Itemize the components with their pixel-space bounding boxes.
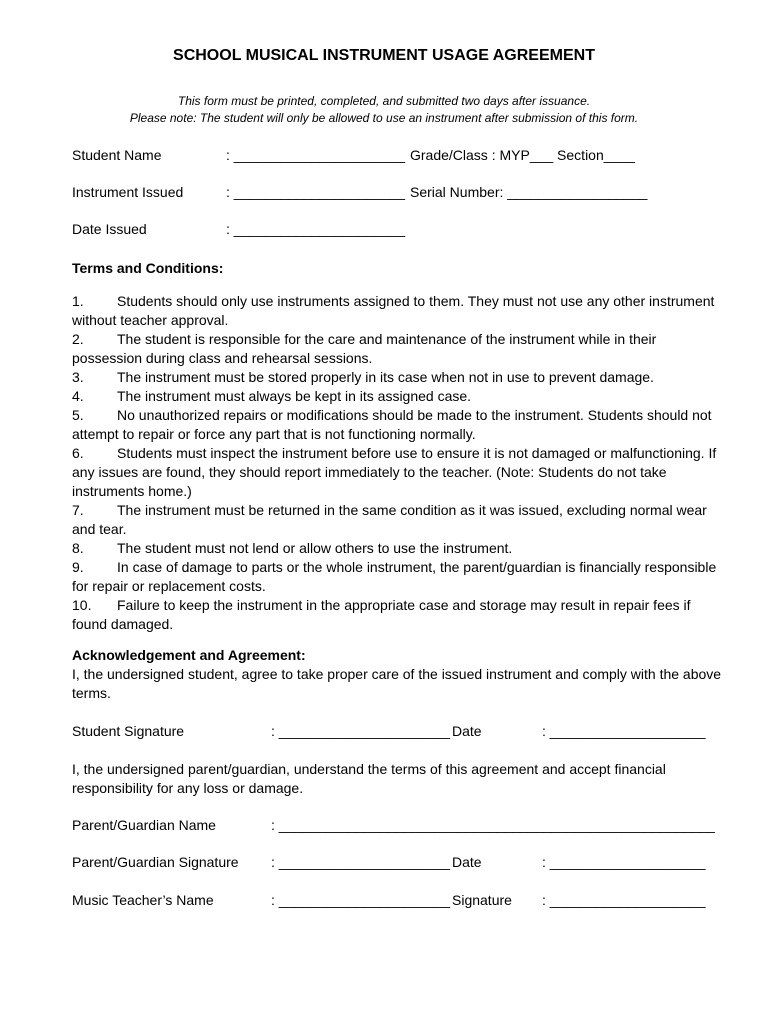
instrument-issued-field[interactable]: : ______________________ (226, 184, 406, 200)
term-item: 1. Students should only use instruments assigned to them. They must not use any other instrument without teacher approval. (72, 293, 715, 328)
term-item: 5. No unauthorized repairs or modifications should be made to the instrument. Students should not attempt to repair or force any part that is not functioning normally. (72, 407, 712, 442)
terms-heading: Terms and Conditions: (72, 260, 224, 276)
student-date-label: Date (452, 723, 482, 739)
teacher-name-field[interactable]: : ______________________ (271, 892, 451, 908)
parent-name-label: Parent/Guardian Name (72, 817, 216, 833)
parent-signature-field[interactable]: : ______________________ (271, 854, 451, 870)
term-item: 9. In case of damage to parts or the whole instrument, the parent/guardian is financially responsible for repair or replacement costs. (72, 559, 717, 594)
student-name-label: Student Name (72, 147, 162, 163)
teacher-name-label: Music Teacher’s Name (72, 892, 214, 908)
intro-line-1: This form must be printed, completed, and submitted two days after issuance. (177, 94, 591, 108)
student-name-field[interactable]: : ______________________ (226, 147, 406, 163)
grade-class-field[interactable]: Grade/Class : MYP___ Section____ (410, 147, 635, 163)
term-item: 7. The instrument must be returned in the same condition as it was issued, excluding normal wear and tear. (72, 502, 707, 537)
term-item: 4. The instrument must always be kept in its assigned case. (72, 388, 472, 404)
parent-signature-label: Parent/Guardian Signature (72, 854, 239, 870)
serial-number-field[interactable]: Serial Number: __________________ (410, 184, 648, 200)
teacher-signature-field[interactable]: : ____________________ (542, 892, 706, 908)
term-item: 6. Students must inspect the instrument before use to ensure it is not damaged or malfunctioning. If any issues are found, they should report immediately to the teacher. (Note: Students do not take instruments home.) (72, 445, 717, 499)
intro-line-2: Please note: The student will only be allowed to use an instrument after submission of this form. (129, 111, 639, 125)
student-date-field[interactable]: : ____________________ (542, 723, 706, 739)
instrument-issued-label: Instrument Issued (72, 184, 184, 200)
term-item: 8. The student must not lend or allow others to use the instrument. (72, 540, 513, 556)
ack-heading: Acknowledgement and Agreement: (72, 647, 306, 663)
parent-ack-text: I, the undersigned parent/guardian, understand the terms of this agreement and accept financial responsibility for any loss or damage. (72, 761, 666, 796)
term-item: 10. Failure to keep the instrument in the appropriate case and storage may result in repair fees if found damaged. (72, 597, 691, 632)
date-issued-label: Date Issued (72, 221, 147, 237)
parent-date-label: Date (452, 854, 482, 870)
page-title: SCHOOL MUSICAL INSTRUMENT USAGE AGREEMENT (173, 47, 595, 64)
date-issued-field[interactable]: : ______________________ (226, 221, 406, 237)
parent-date-field[interactable]: : ____________________ (542, 854, 706, 870)
term-item: 3. The instrument must be stored properly in its case when not in use to prevent damage. (72, 369, 654, 385)
student-signature-label: Student Signature (72, 723, 185, 739)
parent-name-field[interactable]: : ________________________________________________________ (271, 817, 715, 833)
teacher-signature-label: Signature (452, 892, 512, 908)
student-ack-text: I, the undersigned student, agree to take proper care of the issued instrument and comply with the above terms. (72, 666, 722, 701)
terms-list (72, 292, 722, 634)
term-item: 2. The student is responsible for the care and maintenance of the instrument while in their possession during class and rehearsal sessions. (72, 331, 657, 366)
student-signature-field[interactable]: : ______________________ (271, 723, 451, 739)
